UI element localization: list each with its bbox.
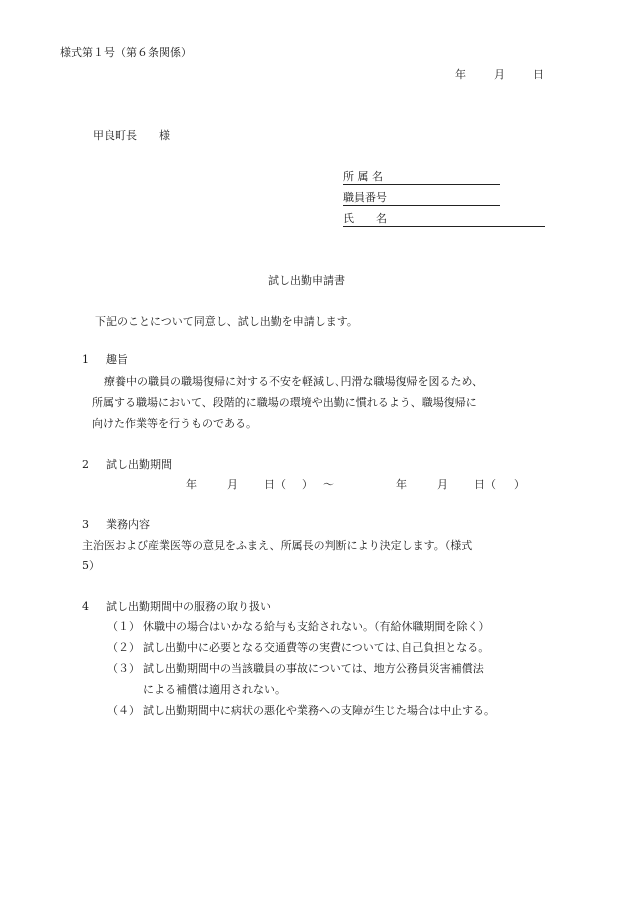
section1-line-2: 所属する職場において、段階的に職場の環境や出勤に慣れるよう、職場復帰に — [92, 396, 477, 409]
rule-3-text-line-2: による補償は適用されない。 — [143, 683, 286, 696]
section1-line-3: 向けた作業等を行うものである。 — [92, 417, 257, 430]
section3-line-2: 5） — [82, 559, 100, 572]
date-year: 年 — [455, 68, 466, 81]
section3-heading: 業務内容 — [106, 518, 150, 531]
date-line — [455, 69, 544, 80]
section4-number: 4 — [82, 600, 89, 613]
section2-heading: 試し出勤期間 — [106, 458, 172, 471]
section3-line-1: 主治医および産業医等の意見をふまえ、所属長の判断により決定します。（様式 — [82, 539, 473, 552]
date-day: 日 — [533, 68, 544, 81]
rule-4-text: 試し出勤期間中に病状の悪化や業務への支障が生じた場合は中止する。 — [143, 704, 495, 717]
field-underline-affiliation — [343, 184, 500, 185]
rule-1-text: 休職中の場合はいかなる給与も支給されない。（有給休職期間を除く） — [143, 620, 490, 633]
date-month: 月 — [494, 68, 505, 81]
rule-2-number: （２） — [107, 641, 140, 654]
rule-4-number: （４） — [107, 704, 140, 717]
addressee — [93, 130, 170, 141]
field-label-affiliation: 所 属 名 — [343, 170, 383, 183]
section2-number: 2 — [82, 458, 89, 471]
addressee-title: 甲良町長 — [93, 129, 137, 142]
rule-3-text-line-1: 試し出勤期間中の当該職員の事故については、地方公務員災害補償法 — [143, 662, 484, 675]
period-end-day: 日 — [474, 478, 485, 491]
period-start-day: 日 — [264, 478, 275, 491]
rule-1-number: （１） — [107, 620, 140, 633]
section3-number: 3 — [82, 518, 89, 531]
field-label-name: 氏 名 — [343, 212, 387, 225]
field-underline-employee-number — [343, 205, 500, 206]
field-label-employee-number: 職員番号 — [343, 191, 387, 204]
period-end-paren-close: ） — [514, 478, 525, 491]
period-start-paren-open: （ — [275, 478, 286, 491]
section1-number: 1 — [82, 353, 89, 366]
period-end-month: 月 — [437, 478, 448, 491]
document-title: 試し出勤申請書 — [268, 274, 345, 287]
intro-text: 下記のことについて同意し、試し出勤を申請します。 — [95, 315, 358, 328]
rule-3-number: （３） — [107, 662, 140, 675]
period-start-paren-close: ） — [302, 478, 313, 491]
addressee-honorific: 様 — [159, 129, 170, 142]
section4-heading: 試し出勤期間中の服務の取り扱い — [106, 600, 271, 613]
period-start-month: 月 — [227, 478, 238, 491]
section1-heading: 趣旨 — [106, 353, 128, 366]
period-line — [186, 479, 525, 490]
period-tilde: ～ — [323, 478, 334, 491]
period-start-year: 年 — [186, 478, 197, 491]
rule-2-text: 試し出勤中に必要となる交通費等の実費については､自己負担となる。 — [143, 641, 490, 654]
form-id: 様式第１号（第６条関係） — [60, 46, 192, 59]
period-end-paren-open: （ — [485, 478, 496, 491]
section1-line-1: 療養中の職員の職場復帰に対する不安を軽減し､円滑な職場復帰を図るため、 — [104, 375, 484, 388]
period-end-year: 年 — [396, 478, 407, 491]
field-underline-name — [343, 226, 545, 227]
